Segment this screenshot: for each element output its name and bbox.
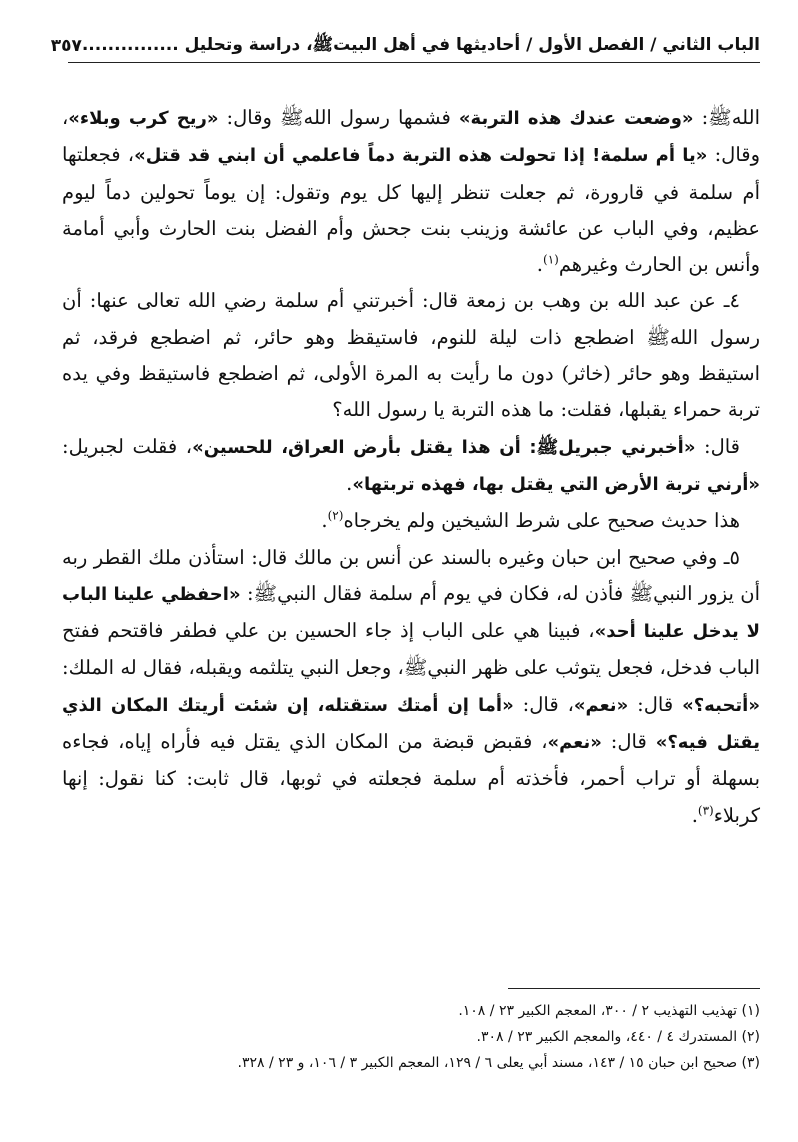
footnote-marker: (٣) [697,803,714,818]
text-run: . [536,253,543,277]
paragraph-1 [62,100,760,283]
page-number: ٣٥٧ [50,36,82,56]
text-run: ٥ـ وفي صحيح ابن حبان وغيره بالسند عن أنس بن مالك قال: استأذن ملك القطر ربه أن يزور النبيﷺ فأذن له، فكان في يوم أم سلمة فقال النبيﷺ: [62,545,760,605]
footnotes [60,998,760,1076]
footnote-marker: (١) [543,252,559,267]
header-title: الباب الثاني / الفصل الأول / أحاديثها في أهل البيتﷺ، دراسة وتحليل ............... [81,34,760,55]
quote-run: «نعم» [573,694,629,716]
quote-run: «أخبرني جبريلﷺ: أن هذا يقتل بأرض العراق، للحسين» [192,436,696,458]
footnote-3: (٣) صحيح ابن حبان ١٥ / ١٤٣، مسند أبي يعلى ٦ / ١٢٩، المعجم الكبير ٣ / ١٠٦، و ٢٣ / ٣٢٨. [237,1055,760,1071]
quote-run: «نعم» [547,732,602,754]
text-run: . [691,803,698,827]
footnote-1: (١) تهذيب التهذيب ٢ / ٣٠٠، المعجم الكبير ٢٣ / ١٠٨. [458,1003,760,1019]
text-run: ، قال: [513,692,574,716]
quote-run: «وضعت عندك هذه التربة» [458,108,694,129]
text-run: ، فبينا هي على الباب إذ جاء الحسين بن علي فطفر فاقتحم ففتح الباب فدخل، فجعل يتوثب على ظهر النبيﷺ، وجعل النبي يتلثمه ويقبله، فقال له الملك: [62,619,760,680]
paragraph-5 [62,540,760,834]
text-run: قال: [628,692,683,716]
text-run: . [321,509,328,533]
text-run: فشمها رسول اللهﷺ وقال: [218,106,459,129]
text-run: ٤ـ عن عبد الله بن وهب بن زمعة قال: أخبرتني أم سلمة رضي الله تعالى عنها: أن رسول اللهﷺ اضطجع ذات ليلة للنوم، فاستيقظ وهو حائر، ثم اضطجع فرقد، ثم استيقظ وهو حائر (خاثر) دون ما رأيت به المرة الأولى، ثم اضطجع فاستيقظ وفي يده تربة حمراء يقبلها، فقلت: ما هذه التربة يا رسول الله؟ [62,289,760,422]
footnote-marker: (٢) [327,508,344,523]
footnote-divider [508,988,760,989]
quote-run: «أتحبه؟» [682,694,760,716]
main-text [62,100,760,834]
text-run: ، فقلت لجبريل: [62,434,193,458]
quote-run: «يا أم سلمة! إذا تحولت هذه التربة دماً فاعلمي أن ابني قد قتل» [134,145,708,167]
text-run: اللهﷺ: [693,106,760,129]
text-run: ، فجعلتها أم سلمة في قارورة، ثم جعلت تنظر إليها كل يوم وتقول: إن يوماً تحولين دماً ليوم عظيم، وفي الباب عن عائشة وزينب بنت جحش وأم الفضل بنت الحارث وأبي أمامة وأنس بن الحارث وغيرهم [62,143,760,277]
text-run: . [346,471,353,495]
text-run: ، فقبض قبضة من المكان الذي يقتل فيه فأراه إياه، فجاءه بسهلة أو تراب أحمر، فأخذته أم سلمة فجعلته في ثوبها، قال ثابت: كنا نقول: إنها كربلاء [62,730,760,827]
text-run: ، وقال: [62,106,760,167]
text-run: قال: [601,730,656,754]
quote-run: «ريح كرب وبلاء» [68,108,219,129]
quote-run: «أما إن أمتك ستقتله، إن شئت أريتك المكان الذي يقتل فيه؟» [62,694,760,754]
running-header [50,30,760,63]
text-run: قال: [695,434,741,458]
text-run: هذا حديث صحيح على شرط الشيخين ولم يخرجاه [343,509,740,533]
paragraph-2 [62,283,760,428]
quote-run: «احفظي علينا الباب لا يدخل علينا أحد» [62,583,760,643]
paragraph-3 [62,429,760,504]
quote-run: «أرني تربة الأرض التي يقتل بها، فهذه تربتها» [352,473,760,495]
paragraph-4 [62,503,760,539]
footnote-2: (٢) المستدرك ٤ / ٤٤٠، والمعجم الكبير ٢٣ / ٣٠٨. [476,1029,760,1045]
